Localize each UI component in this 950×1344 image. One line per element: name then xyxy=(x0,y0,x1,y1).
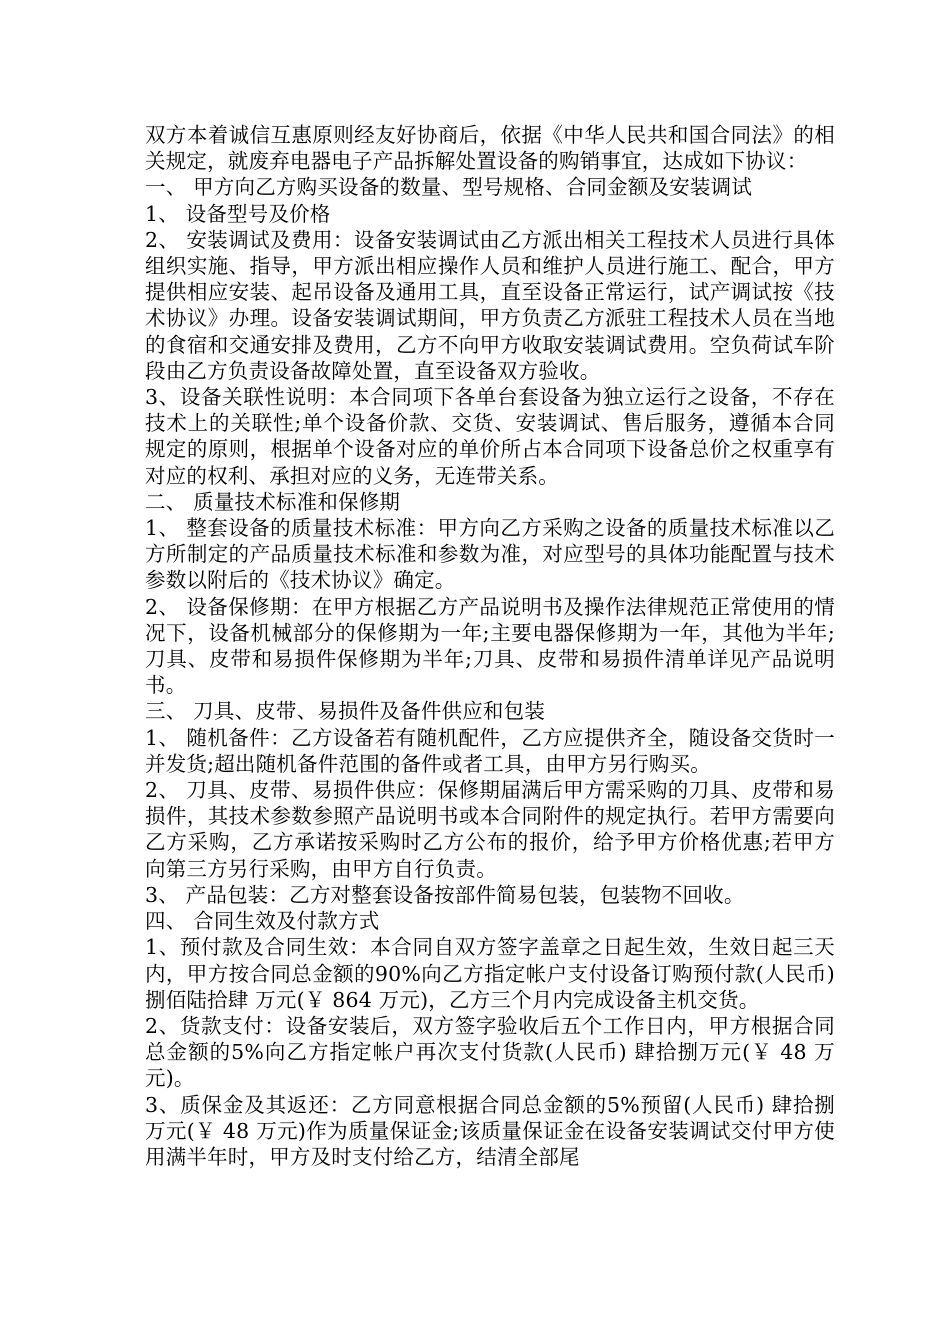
clause-1-1: 1、 设备型号及价格 xyxy=(145,201,331,226)
section-heading-3: 三、 刀具、皮带、易损件及备件供应和包装 xyxy=(145,699,546,724)
clause-3-2: 2、 刀具、皮带、易损件供应：保修期届满后甲方需采购的刀具、皮带和易损件，其技术参数参照产品说明书或本合同附件的规定执行。若甲方需要向乙方采购，乙方承诺按采购时乙方公布的报价，给予甲方价格优惠;若甲方向第三方另行采购，由甲方自行负责。 xyxy=(145,778,835,881)
section-heading-2: 二、 质量技术标准和保修期 xyxy=(145,489,401,514)
intro-paragraph: 双方本着诚信互惠原则经友好协商后，依据《中华人民共和国合同法》的相关规定，就废弃电器电子产品拆解处置设备的购销事宜，达成如下协议： xyxy=(145,123,835,174)
section-heading-1: 一、 甲方向乙方购买设备的数量、型号规格、合同金额及安装调试 xyxy=(145,175,753,200)
clause-4-1: 1、预付款及合同生效：本合同自双方签字盖章之日起生效，生效日起三天内，甲方按合同总金额的90%向乙方指定帐户支付设备订购预付款(人民币) 捌佰陆拾肆 万元(￥ 864 万元)，乙方三个月内完成设备主机交货。 xyxy=(145,935,835,1012)
clause-2-1: 1、 整套设备的质量技术标准：甲方向乙方采购之设备的质量技术标准以乙方所制定的产品质量技术标准和参数为准，对应型号的具体功能配置与技术参数以附后的《技术协议》确定。 xyxy=(145,516,835,593)
clause-3-3: 3、 产品包装：乙方对整套设备按部件简易包装，包装物不回收。 xyxy=(145,882,745,907)
section-heading-4: 四、 合同生效及付款方式 xyxy=(145,909,380,934)
clause-4-3: 3、质保金及其返还：乙方同意根据合同总金额的5%预留(人民币) 肆拾捌 万元(￥ 48 万元)作为质量保证金;该质量保证金在设备安装调试交付甲方使用满半年时，甲方及时支付给乙方，结清全部尾 xyxy=(145,1092,835,1169)
clause-1-3: 3、设备关联性说明：本合同项下各单台套设备为独立运行之设备，不存在技术上的关联性;单个设备价款、交货、安装调试、售后服务，遵循本合同规定的原则，根据单个设备对应的单价所占本合同项下设备总价之权重享有对应的权利、承担对应的义务，无连带关系。 xyxy=(145,385,835,488)
contract-body xyxy=(145,122,835,1170)
clause-1-2: 2、 安装调试及费用：设备安装调试由乙方派出相关工程技术人员进行具体组织实施、指导，甲方派出相应操作人员和维护人员进行施工、配合，甲方提供相应安装、起吊设备及通用工具，直至设备正常运行，试产调试按《技术协议》办理。设备安装调试期间，甲方负责乙方派驻工程技术人员在当地的食宿和交通安排及费用，乙方不向甲方收取安装调试费用。空负荷试车阶段由乙方负责设备故障处置，直至设备双方验收。 xyxy=(145,227,835,383)
clause-2-2: 2、 设备保修期：在甲方根据乙方产品说明书及操作法律规范正常使用的情况下，设备机械部分的保修期为一年;主要电器保修期为一年，其他为半年;刀具、皮带和易损件保修期为半年;刀具、皮带和易损件清单详见产品说明书。 xyxy=(145,594,835,698)
clause-3-1: 1、 随机备件：乙方设备若有随机配件，乙方应提供齐全，随设备交货时一并发货;超出随机备件范围的备件或者工具，由甲方另行购买。 xyxy=(145,725,835,776)
clause-4-2: 2、货款支付：设备安装后，双方签字验收后五个工作日内，甲方根据合同总金额的5%向乙方指定帐户再次支付货款(人民币) 肆拾捌万元(￥ 48 万元)。 xyxy=(145,1013,835,1091)
